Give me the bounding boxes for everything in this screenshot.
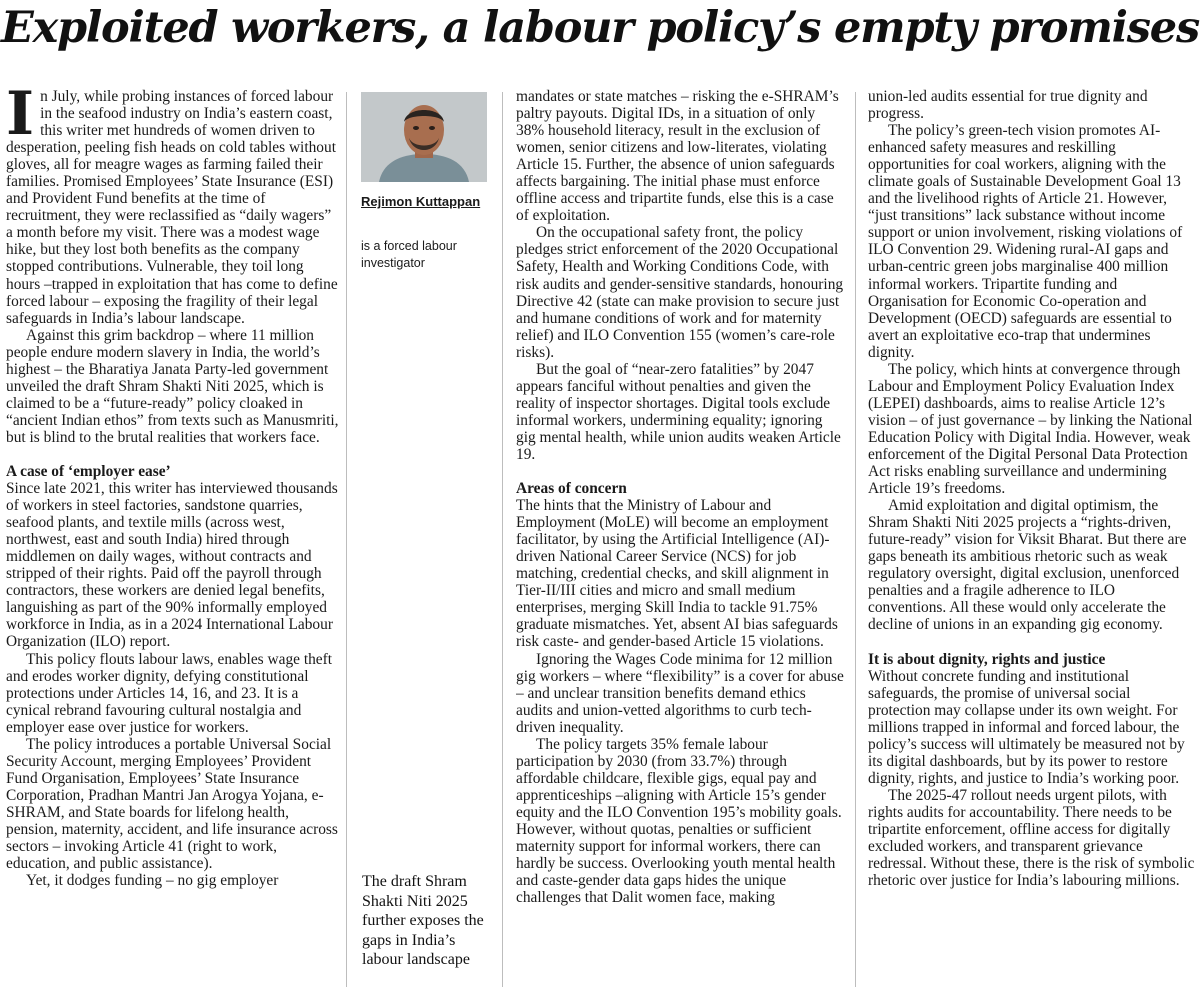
paragraph: Since late 2021, this writer has interviewed thousands of workers in steel factories, sandstone quarries, seafood plants, and textile mills (across west, northwest, east and south India) hired through middlemen on daily wages, without contracts and stripped of their rights. Paid off the payroll through contractors, these workers are denied legal benefits, languishing as part of the 90% informally employed workforce in India, as in a 2024 International Labour Organization (ILO) report. — [6, 480, 338, 651]
paragraph: This policy flouts labour laws, enables wage theft and erodes worker dignity, defying constitutional protections under Articles 14, 16, and 23. It is a cynical rebrand favouring cultural nostalgia and employer ease over justice for workers. — [6, 650, 333, 736]
subheading: A case of ‘employer ease’ — [6, 462, 171, 480]
paragraph: The policy targets 35% female labour participation by 2030 (from 33.7%) through affordable childcare, flexible gigs, equal pay and apprenticeships –aligning with Article 15’s gender equity and the ILO Convention 195’s mobility goals. However, without quotas, penalties or sufficient maternity support for informal workers, there can hardly be success. Overlooking youth mental health and caste-gender data gaps hides the unique challenges that Dalit women face, making — [516, 735, 842, 907]
subheading: Areas of concern — [516, 480, 627, 498]
paragraph: mandates or state matches – risking the e-SHRAM’s paltry payouts. Digital IDs, in a situation of only 38% household literacy, result in the exclusion of women, senior citizens and low-literates, violating Article 15. Further, the absence of union safeguards affects bargaining. The initial phase must enforce offline access and tripartite funds, else this is a case of exploitation. — [516, 88, 839, 225]
paragraph — [6, 88, 339, 327]
paragraph: Yet, it dodges funding – no gig employer — [26, 872, 279, 890]
paragraph: The policy’s green-tech vision promotes AI-enhanced safety measures and reskilling opportunities for coal workers, aligning with the climate goals of Sustainable Development Goal 13 and the livelihood rights of Article 21. However, “just transitions” lack substance without income support or union involvement, risking violations of ILO Convention 29. Widening rural-AI gaps and urban-centric green jobs marginalise 400 million informal workers. Tripartite funding and Organisation for Economic Co-operation and Development (OECD) safeguards are essential to avert an exploitative eco-trap that undermines dignity. — [868, 122, 1183, 361]
paragraph: union-led audits essential for true dignity and progress. — [868, 88, 1148, 123]
paragraph: The policy, which hints at convergence through Labour and Employment Policy Evaluation Index (LEPEI) dashboards, aims to realise Article 12’s vision – of just governance – by linking the National Education Policy with Digital India. However, weak enforcement of the Digital Personal Data Protection Act risks enabling surveillance and undermining Article 19’s freedoms. — [868, 360, 1193, 498]
subheading: It is about dignity, rights and justice — [868, 650, 1106, 668]
column-divider — [502, 92, 503, 987]
paragraph: On the occupational safety front, the policy pledges strict enforcement of the 2020 Occupational Safety, Health and Working Conditions Code, with risk audits and gender-sensitive standards, honouring Directive 42 (state can make provision to secure just and humane conditions of work and for maternity relief) and ILO Convention 155 (women’s care-role risks). — [516, 224, 844, 361]
paragraph: The policy introduces a portable Universal Social Security Account, merging Employees’ Provident Fund Organisation, Employees’ State Insurance Corporation, Pradhan Mantri Jan Arogya Yojana, e-SHRAM, and State boards for lifelong health, pension, maternity, accident, and life insurance across sectors – invoking Article 41 (right to work, education, and public assistance). — [6, 735, 338, 873]
author-name: Rejimon Kuttappan — [361, 194, 481, 209]
article-column-1 — [6, 88, 339, 993]
column-divider — [346, 92, 347, 987]
pull-quote: The draft Shram Shakti Niti 2025 further exposes the gaps in India’s labour landscape — [362, 873, 484, 968]
paragraph: The hints that the Ministry of Labour and Employment (MoLE) will become an employment facilitator, by using the Artificial Intelligence (AI)-driven National Career Service (NCS) for job matching, credential checks, and skill alignment in Tier-II/III cities and micro and small medium enterprises, merging Skill India to tackle 91.75% graduate mismatches. Yet, absent AI bias safeguards risk caste- and gender-based Article 15 violations. — [516, 497, 838, 651]
author-description: is a forced labour investigator — [361, 239, 457, 270]
paragraph: But the goal of “near-zero fatalities” by 2047 appears fanciful without penalties and given the reality of inspector shortages. Digital tools exclude informal workers, undermining equality; ignoring gig mental health, while union audits weaken Article 19. — [516, 360, 841, 463]
article-column-3 — [868, 88, 1196, 993]
paragraph-text: n July, while probing instances of forced labour in the seafood industry on India’s eastern coast, this writer met hundreds of women driven to desperation, peeling fish heads on cold tables without gloves, all for meagre wages as farming failed their families. Promised Employees’ State Insurance (ESI) and Provident Fund benefits at the time of recruitment, they were reclassified as “daily wagers” a month before my visit. There was a modest wage hike, but they lost both benefits as the company stopped contributions. Vulnerable, they toil long hours –trapped in exploitation that has come to define forced labour – exposing the fragility of their legal safeguards in India’s labour landscape. — [6, 88, 338, 327]
author-portrait-icon — [361, 92, 487, 182]
paragraph: Against this grim backdrop – where 11 million people endure modern slavery in India, the world’s highest – the Bharatiya Janata Party-led government unveiled the draft Shram Shakti Niti 2025, which is claimed to be a “future-ready” policy cloaked in “ancient Indian ethos” from texts such as Manusmriti, but is blind to the brutal realities that workers face. — [6, 326, 339, 446]
column-divider — [855, 92, 856, 987]
drop-cap: I — [6, 88, 35, 149]
headline: Exploited workers, a labour policy’s empty promises — [1, 3, 1199, 53]
article-column-2 — [516, 88, 844, 993]
paragraph: Amid exploitation and digital optimism, the Shram Shakti Niti 2025 projects a “rights-driven, future-ready” vision for Viksit Bharat. But there are gaps beneath its ambitious rhetoric such as weak regulatory oversight, digital exclusion, unenforced penalties and a fragile adherence to ILO conventions. All these would only accelerate the decline of unions in an expanding gig economy. — [868, 497, 1187, 634]
paragraph: Ignoring the Wages Code minima for 12 million gig workers – where “flexibility” is a cover for abuse – and unclear transition benefits demand ethics audits and union-vetted algorithms to curb tech-driven inequality. — [516, 650, 844, 736]
paragraph: Without concrete funding and institutional safeguards, the promise of universal social protection may collapse under its own weight. For millions trapped in informal and forced labour, the policy’s success will ultimately be measured not by its digital dashboards, but by its power to restore dignity, rights, and justice to India’s working poor. — [868, 667, 1185, 787]
paragraph: The 2025-47 rollout needs urgent pilots, with rights audits for accountability. There needs to be tripartite enforcement, offline access for digitally excluded workers, and transparent grievance redressal. Without these, there is the risk of symbolic rhetoric over justice for India’s labouring millions. — [868, 786, 1195, 890]
author-photo — [361, 92, 487, 182]
